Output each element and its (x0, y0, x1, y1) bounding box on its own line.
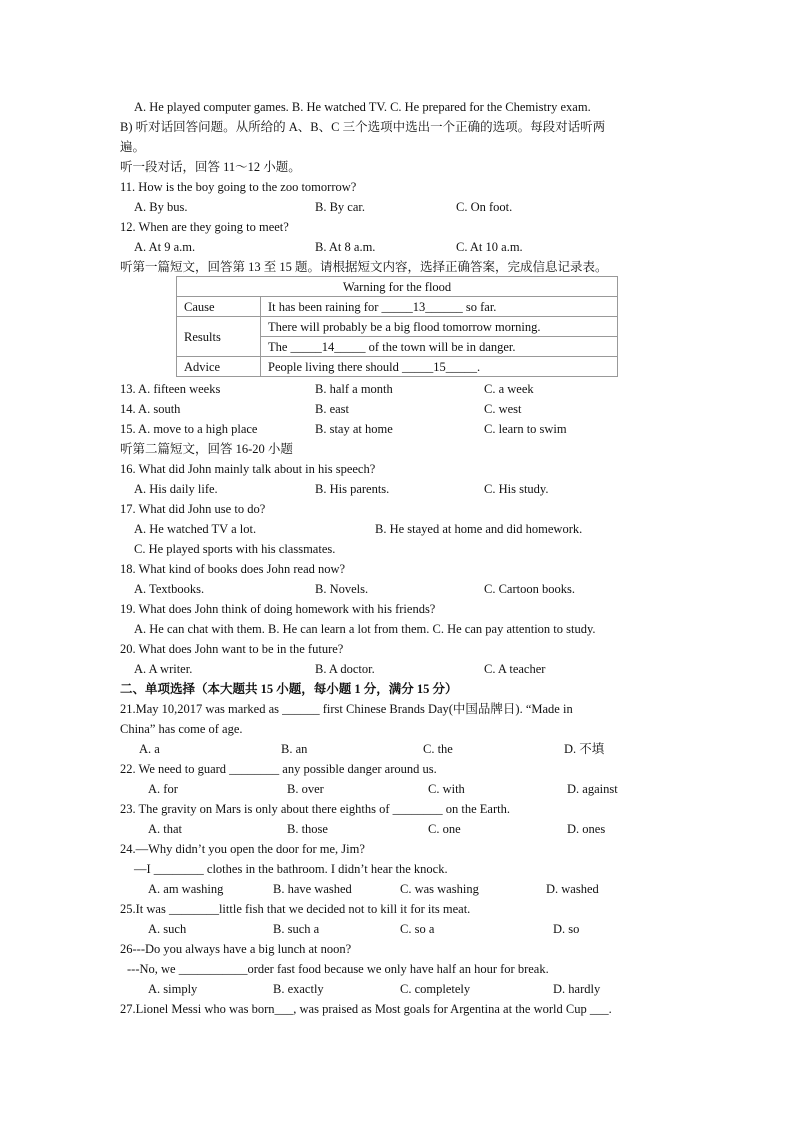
q16-option-c: C. His study. (484, 482, 549, 496)
q13-option-c: C. a week (484, 382, 534, 396)
results-text-2: The _____14_____ of the town will be in danger. (261, 337, 618, 357)
q11-option-b: B. By car. (315, 200, 365, 214)
q19-options: A. He can chat with them. B. He can learn a lot from them. C. He can pay attention to study. (134, 622, 596, 636)
q24-option-c: C. was washing (400, 882, 479, 896)
q17-option-a: A. He watched TV a lot. (134, 522, 257, 536)
passage1-heading: 听第一篇短文，回答第 13 至 15 题。请根据短文内容，选择正确答案，完成信息记录表。 (120, 260, 608, 274)
q26-option-d: D. hardly (553, 982, 601, 996)
q12-option-c: C. At 10 a.m. (456, 240, 523, 254)
q11-stem: 11. How is the boy going to the zoo tomorrow? (120, 180, 357, 194)
q16-option-b: B. His parents. (315, 482, 390, 496)
q24-stem: 24.—Why didn’t you open the door for me, Jim? (120, 842, 365, 856)
q15-option-a: 15. A. move to a high place (120, 422, 258, 436)
q19-stem: 19. What does John think of doing homework with his friends? (120, 602, 436, 616)
q21-stem-cont: China” has come of age. (120, 722, 243, 736)
q22-option-c: C. with (428, 782, 465, 796)
q26-response: ---No, we ___________order fast food because we only have half an hour for break. (127, 962, 549, 976)
q18-option-c: C. Cartoon books. (484, 582, 575, 596)
q22-option-d: D. against (567, 782, 618, 796)
q23-option-d: D. ones (567, 822, 606, 836)
q18-option-a: A. Textbooks. (134, 582, 205, 596)
q12-stem: 12. When are they going to meet? (120, 220, 289, 234)
q20-option-a: A. A writer. (134, 662, 193, 676)
section-b-instructions: B) 听对话回答问题。从所给的 A、B、C 三个选项中选出一个正确的选项。每段对话听两 (120, 120, 606, 134)
q23-option-c: C. one (428, 822, 461, 836)
q22-option-a: A. for (148, 782, 178, 796)
q15-option-b: B. stay at home (315, 422, 393, 436)
q26-option-b: B. exactly (273, 982, 324, 996)
results-label: Results (177, 317, 261, 357)
q25-stem: 25.It was ________little fish that we decided not to kill it for its meat. (120, 902, 471, 916)
q25-option-c: C. so a (400, 922, 435, 936)
q16-stem: 16. What did John mainly talk about in his speech? (120, 462, 376, 476)
q14-option-c: C. west (484, 402, 522, 416)
q13-option-a: 13. A. fifteen weeks (120, 382, 221, 396)
advice-text: People living there should _____15_____. (261, 357, 618, 377)
q17-stem: 17. What did John use to do? (120, 502, 266, 516)
section-2-heading: 二、单项选择（本大题共 15 小题，每小题 1 分，满分 15 分） (120, 682, 458, 696)
q13-option-b: B. half a month (315, 382, 393, 396)
q18-stem: 18. What kind of books does John read now? (120, 562, 346, 576)
q20-option-c: C. A teacher (484, 662, 546, 676)
q26-stem: 26---Do you always have a big lunch at noon? (120, 942, 352, 956)
cause-text: It has been raining for _____13______ so far. (261, 297, 618, 317)
q23-stem: 23. The gravity on Mars is only about there eighths of ________ on the Earth. (120, 802, 510, 816)
table-title: Warning for the flood (177, 277, 618, 297)
passage2-heading: 听第二篇短文，回答 16-20 小题 (120, 442, 293, 456)
q23-option-a: A. that (148, 822, 183, 836)
q21-option-c: C. the (423, 742, 453, 756)
q11-option-c: C. On foot. (456, 200, 513, 214)
q24-option-a: A. am washing (148, 882, 224, 896)
flood-warning-table (176, 276, 618, 377)
q22-option-b: B. over (287, 782, 324, 796)
q20-stem: 20. What does John want to be in the future? (120, 642, 344, 656)
q21-option-a: A. a (139, 742, 160, 756)
q21-option-b: B. an (281, 742, 308, 756)
q12-option-a: A. At 9 a.m. (134, 240, 196, 254)
q26-option-a: A. simply (148, 982, 198, 996)
q27-stem: 27.Lionel Messi who was born___, was praised as Most goals for Argentina at the world Cup ___. (120, 1002, 612, 1016)
q10-options: A. He played computer games. B. He watched TV. C. He prepared for the Chemistry exam. (134, 100, 591, 114)
advice-label: Advice (177, 357, 261, 377)
section-b-instructions-cont: 遍。 (120, 140, 146, 154)
q25-option-b: B. such a (273, 922, 320, 936)
q21-stem: 21.May 10,2017 was marked as ______ first Chinese Brands Day(中国品牌日). “Made in (120, 702, 573, 716)
q24-option-d: D. washed (546, 882, 599, 896)
q22-stem: 22. We need to guard ________ any possible danger around us. (120, 762, 437, 776)
q24-option-b: B. have washed (273, 882, 352, 896)
q15-option-c: C. learn to swim (484, 422, 567, 436)
q24-response: —I ________ clothes in the bathroom. I didn’t hear the knock. (134, 862, 448, 876)
dialogue-heading: 听一段对话，回答 11～12 小题。 (120, 160, 301, 174)
results-text-1: There will probably be a big flood tomorrow morning. (261, 317, 618, 337)
q11-option-a: A. By bus. (134, 200, 188, 214)
cause-label: Cause (177, 297, 261, 317)
q21-option-d: D. 不填 (564, 742, 605, 756)
q16-option-a: A. His daily life. (134, 482, 218, 496)
q12-option-b: B. At 8 a.m. (315, 240, 376, 254)
q23-option-b: B. those (287, 822, 328, 836)
q17-option-b: B. He stayed at home and did homework. (375, 522, 583, 536)
q14-option-b: B. east (315, 402, 350, 416)
q18-option-b: B. Novels. (315, 582, 369, 596)
q17-option-c: C. He played sports with his classmates. (134, 542, 336, 556)
q25-option-a: A. such (148, 922, 187, 936)
q20-option-b: B. A doctor. (315, 662, 375, 676)
q14-option-a: 14. A. south (120, 402, 181, 416)
q25-option-d: D. so (553, 922, 580, 936)
q26-option-c: C. completely (400, 982, 471, 996)
